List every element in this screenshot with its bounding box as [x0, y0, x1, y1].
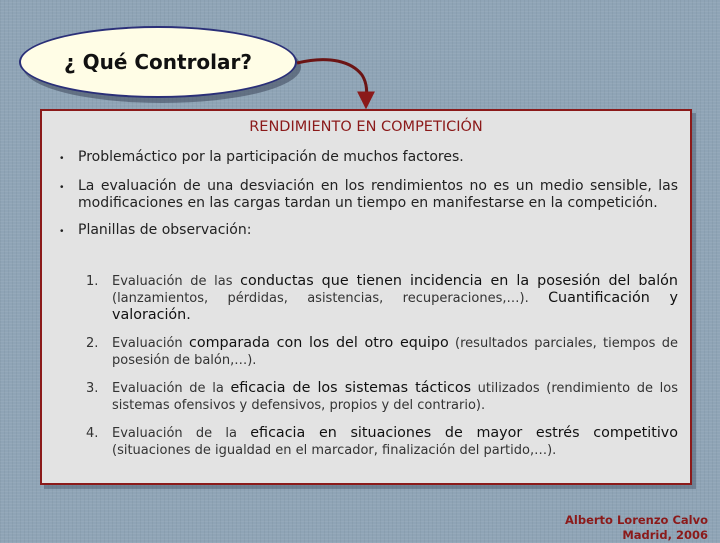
bullet-text: La evaluación de una desviación en los rendimientos no es un medio sensible, las modificaciones en las cargas tardan un tiempo en manifestarse en la competición.: [78, 178, 678, 211]
item-number: 1.: [86, 274, 99, 289]
place-date: Madrid, 2006: [622, 528, 708, 542]
item-text: [112, 273, 678, 324]
item-number: 3.: [86, 381, 99, 396]
content-panel: [40, 109, 692, 485]
numbered-item: [86, 380, 678, 414]
author-credit: [565, 513, 708, 543]
item-text-emphasis: Cuantificación y valoración.: [112, 290, 678, 323]
item-text-part: Evaluación: [112, 336, 189, 351]
item-text-part: (resultados parciales, tiempos de posesión de balón,…).: [112, 336, 678, 368]
bullet-icon: •: [60, 153, 64, 164]
panel-heading: RENDIMIENTO EN COMPETICIÓN: [249, 119, 483, 135]
numbered-list: [86, 273, 678, 470]
item-text-part: (lanzamientos, pérdidas, asistencias, recuperaciones,…).: [112, 291, 549, 306]
item-text: [112, 425, 678, 459]
item-text-part: Evaluación de las: [112, 274, 241, 289]
item-text-emphasis: comparada con los del otro equipo: [189, 335, 449, 351]
bullet-item: [60, 149, 678, 168]
item-text-emphasis: conductas que tienen incidencia en la posesión del balón: [240, 273, 678, 289]
bullet-icon: •: [60, 226, 64, 237]
item-number: 4.: [86, 426, 99, 441]
author-name: Alberto Lorenzo Calvo: [565, 513, 708, 527]
numbered-item: [86, 273, 678, 324]
title-oval: [19, 26, 297, 98]
bullet-icon: •: [60, 182, 64, 193]
item-text: [112, 380, 678, 414]
slide-title: ¿ Qué Controlar?: [64, 50, 252, 74]
bullet-text: Problemáctico por la participación de muchos factores.: [78, 149, 464, 165]
bullet-item: [60, 178, 678, 212]
item-text-emphasis: eficacia en situaciones de mayor estrés competitivo: [250, 425, 678, 441]
item-text-part: (situaciones de igualdad en el marcador, finalización del partido,…).: [112, 443, 557, 458]
item-text-emphasis: eficacia de los sistemas tácticos: [230, 380, 472, 396]
numbered-item: [86, 335, 678, 369]
item-text-part: utilizados (rendimiento de los sistemas ofensivos y defensivos, propios y del contrario).: [112, 381, 678, 413]
bullet-item: [60, 222, 678, 241]
item-text-part: Evaluación de la: [112, 381, 231, 396]
numbered-item: [86, 425, 678, 459]
item-text: [112, 335, 678, 369]
bullet-text: Planillas de observación:: [78, 222, 252, 238]
item-text-part: Evaluación de la: [112, 426, 251, 441]
bullet-list: [60, 149, 678, 251]
item-number: 2.: [86, 336, 99, 351]
